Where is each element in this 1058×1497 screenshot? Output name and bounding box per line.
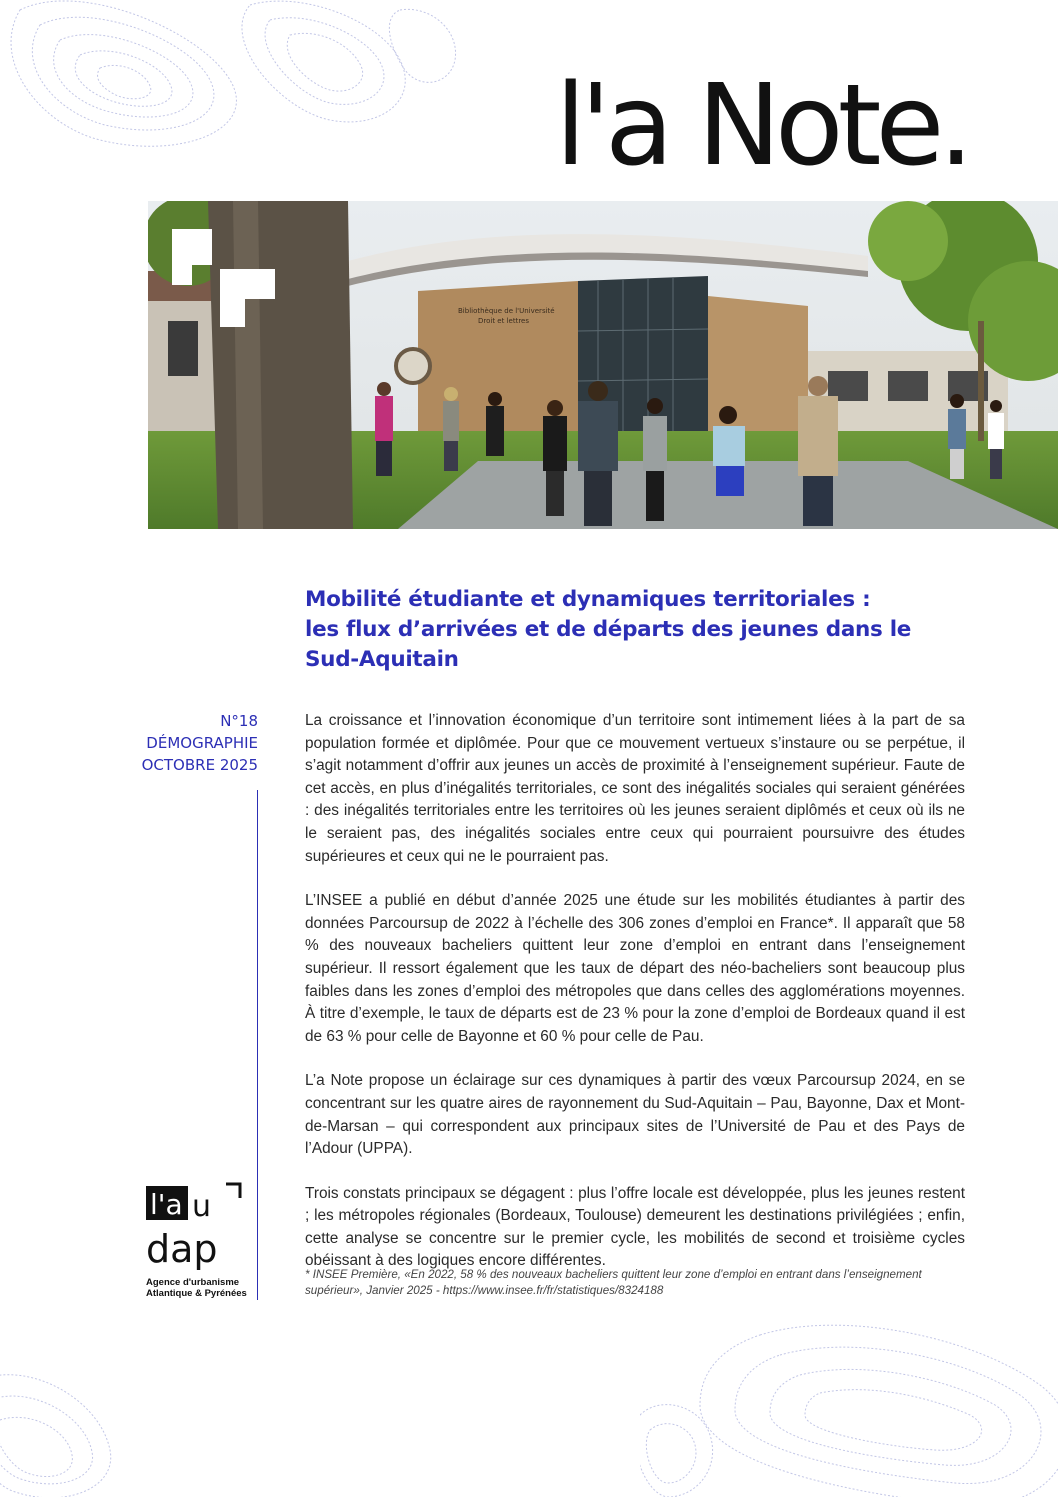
paragraph-3: L’a Note propose un éclairage sur ces dynamiques à partir des vœux Parcoursup 2024, en se concentrant sur les quatre aires de rayonnement du Sud-Aquitain – Pau, Bayonne, Dax et Mont-de-Marsan – qui correspondent aux principaux sites de l’Université de Pau et des Pays de l’Adour (UPPA). (305, 1072, 965, 1158)
masthead-dot: . (938, 61, 968, 191)
paragraph-2: L’INSEE a publié en début d’année 2025 une étude sur les mobilités étudiantes à partir des données Parcoursup de 2022 à l’échelle des 306 zones d’emploi en France*. Il apparaît que 58 % des nouveaux bacheliers quittent leur zone d’emploi en entrant dans l’enseignement supérieur. Il ressort également que les taux de départ des néo-bacheliers sont beaucoup plus faibles dans les zones d’emploi des métropoles que dans celles des agglomérations moyennes. À titre d’exemple, le taux de départs est de 23 % pour la zone d’emploi de Bordeaux quand il est de 63 % pour celle de Bayonne et 60 % pour celle de Pau. (305, 892, 965, 1045)
hero-photo (148, 201, 1058, 529)
article-body (305, 710, 965, 1295)
title-line-1: Mobilité étudiante et dynamiques territoriales : (305, 587, 871, 612)
issue-theme: DÉMOGRAPHIE (146, 734, 258, 752)
paragraph-4: Trois constats principaux se dégagent : plus l’offre locale est développée, plus les jeunes restent ; les métropoles régionales (Bordeaux, Toulouse) demeurent les destinations privilégiées ; enfin, cette analyse se concentre sur le premier cycle, les mobilités de second et troisième cycles obéissant à des logiques encore différentes. (305, 1184, 965, 1270)
logo-la: l'a (150, 1188, 183, 1221)
library-sign-line1: Bibliothèque de l'Université (458, 307, 555, 315)
footnote: * INSEE Première, «En 2022, 58 % des nouveaux bacheliers quittent leur zone d’emploi en entrant dans l’enseignement supérieur», Janvier 2025 - https://www.insee.fr/fr/statistiques/8324188 (305, 1268, 922, 1297)
contour-lines-bottom-left (0, 1320, 140, 1497)
vertical-divider (257, 790, 258, 1300)
issue-number: N°18 (220, 712, 258, 730)
paragraph-1: La croissance et l’innovation économique d’un territoire sont intimement liées à la part de sa population formée et diplômée. Pour que ce mouvement vertueux s’instaure ou se perpétue, il s’agit notamment d’offrir aux jeunes un accès de proximité à l’enseignement supérieur. Faute de cet accès, en plus d’inégalités territoriales, ce sont des inégalités sociales qui seraient générées : des inégalités territoriales entre les territoires où les jeunes seraient diplômés et ceux où ils ne le seraient pas, des inégalités sociales entre ceux qui pourraient poursuivre des études supérieures et ceux qui ne le pourraient pas. (305, 712, 965, 865)
issue-meta (98, 710, 258, 776)
title-line-3: Sud-Aquitain (305, 647, 459, 672)
logo-dap: dap (146, 1227, 218, 1270)
masthead-brand: l'a Note (555, 61, 939, 191)
agency-name-line1: Agence d'urbanisme (146, 1277, 240, 1288)
issue-date: OCTOBRE 2025 (141, 756, 258, 774)
contour-lines-top-left (0, 0, 470, 170)
logo-u: u (192, 1189, 212, 1224)
campus-scene-illustration (148, 201, 1058, 529)
contour-lines-bottom-right (640, 1315, 1058, 1497)
audap-logo-mark (146, 1180, 242, 1270)
masthead-logo (555, 61, 968, 191)
agency-name (146, 1277, 256, 1299)
agency-name-line2: Atlantique & Pyrénées (146, 1288, 247, 1299)
title-line-2: les flux d’arrivées et de départs des jeunes dans le (305, 617, 912, 642)
library-sign-line2: Droit et lettres (478, 317, 530, 325)
page-title (305, 585, 985, 675)
agency-logo (146, 1180, 256, 1299)
